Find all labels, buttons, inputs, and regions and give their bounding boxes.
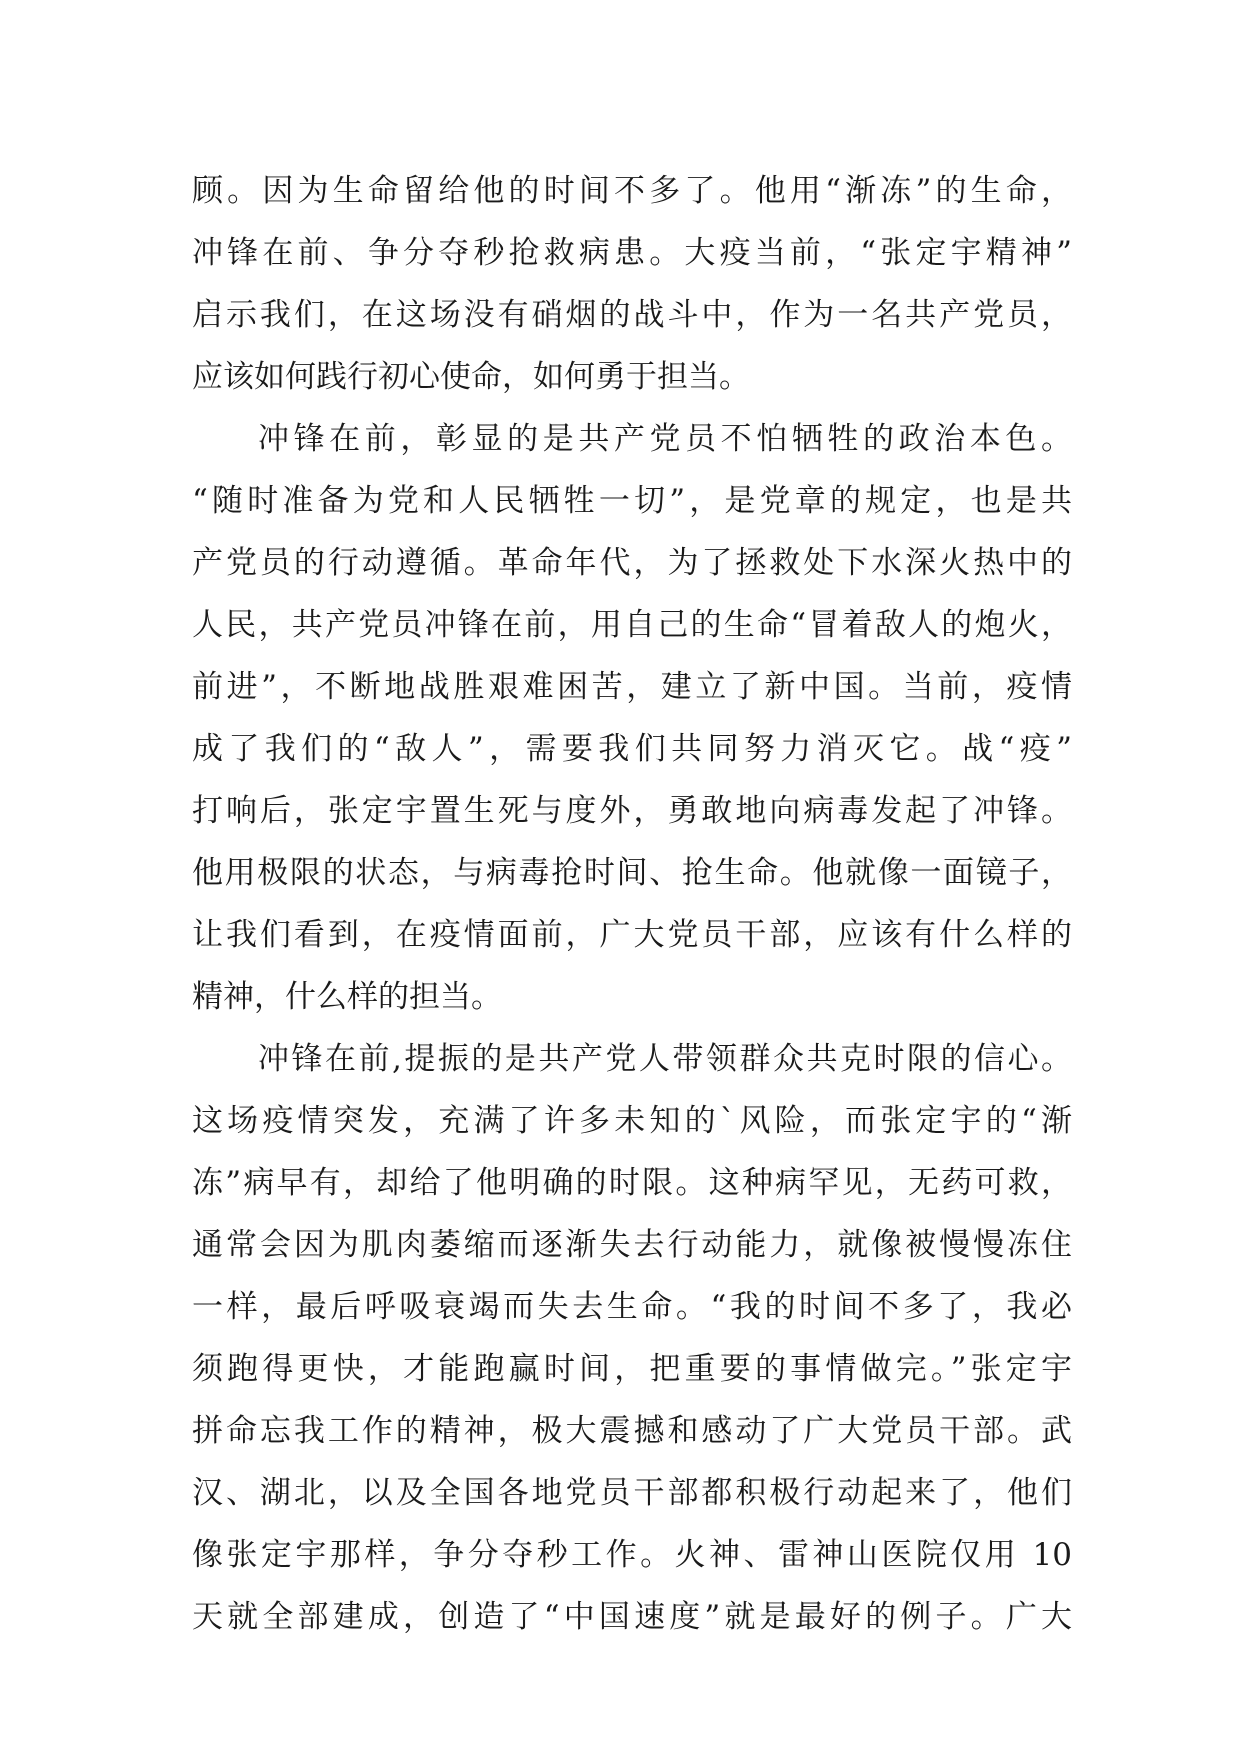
text-line: 天就全部建成，创造了“中国速度”就是最好的例子。广大 — [192, 1599, 1072, 1635]
text-line: 产党员的行动遵循。革命年代，为了拯救处下水深火热中的 — [192, 545, 1072, 581]
text-line: 像张定宇那样，争分夺秒工作。火神、雷神山医院仅用 10 — [192, 1537, 1072, 1573]
text-line: 汉、湖北，以及全国各地党员干部都积极行动起来了，他们 — [192, 1475, 1072, 1511]
text-line: 让我们看到，在疫情面前，广大党员干部，应该有什么样的 — [192, 917, 1072, 953]
text-line: 前进”，不断地战胜艰难困苦，建立了新中国。当前，疫情 — [192, 669, 1072, 705]
text-line: 人民，共产党员冲锋在前，用自己的生命“冒着敌人的炮火， — [192, 607, 1072, 643]
text-line: 他用极限的状态，与病毒抢时间、抢生命。他就像一面镜子， — [192, 855, 1072, 891]
text-line: 拼命忘我工作的精神，极大震撼和感动了广大党员干部。武 — [192, 1413, 1072, 1449]
text-line: 这场疫情突发，充满了许多未知的`风险，而张定宇的“渐 — [192, 1103, 1072, 1139]
body-text — [192, 160, 1072, 1648]
text-line: 顾。因为生命留给他的时间不多了。他用“渐冻”的生命， — [192, 173, 1072, 209]
text-line: 通常会因为肌肉萎缩而逐渐失去行动能力，就像被慢慢冻住 — [192, 1227, 1072, 1263]
text-line: “随时准备为党和人民牺牲一切”，是党章的规定，也是共 — [192, 483, 1072, 519]
text-line: 冲锋在前、争分夺秒抢救病患。大疫当前，“张定宇精神” — [192, 235, 1072, 271]
text-line: 精神，什么样的担当。 — [192, 979, 502, 1015]
text-line: 成了我们的“敌人”，需要我们共同努力消灭它。战“疫” — [192, 731, 1072, 767]
text-line: 须跑得更快，才能跑赢时间，把重要的事情做完。”张定宇 — [192, 1351, 1072, 1387]
text-line: 应该如何践行初心使命，如何勇于担当。 — [192, 359, 750, 395]
text-line: 打响后，张定宇置生死与度外，勇敢地向病毒发起了冲锋。 — [192, 793, 1072, 829]
text-line: 启示我们，在这场没有硝烟的战斗中，作为一名共产党员， — [192, 297, 1072, 333]
text-line: 冻”病早有，却给了他明确的时限。这种病罕见，无药可救， — [192, 1165, 1072, 1201]
text-line: 一样，最后呼吸衰竭而失去生命。“我的时间不多了，我必 — [192, 1289, 1072, 1325]
paragraph-start-line: 冲锋在前，彰显的是共产党员不怕牺牲的政治本色。 — [258, 421, 1072, 457]
paragraph-start-line: 冲锋在前,提振的是共产党人带领群众共克时限的信心。 — [258, 1041, 1072, 1077]
